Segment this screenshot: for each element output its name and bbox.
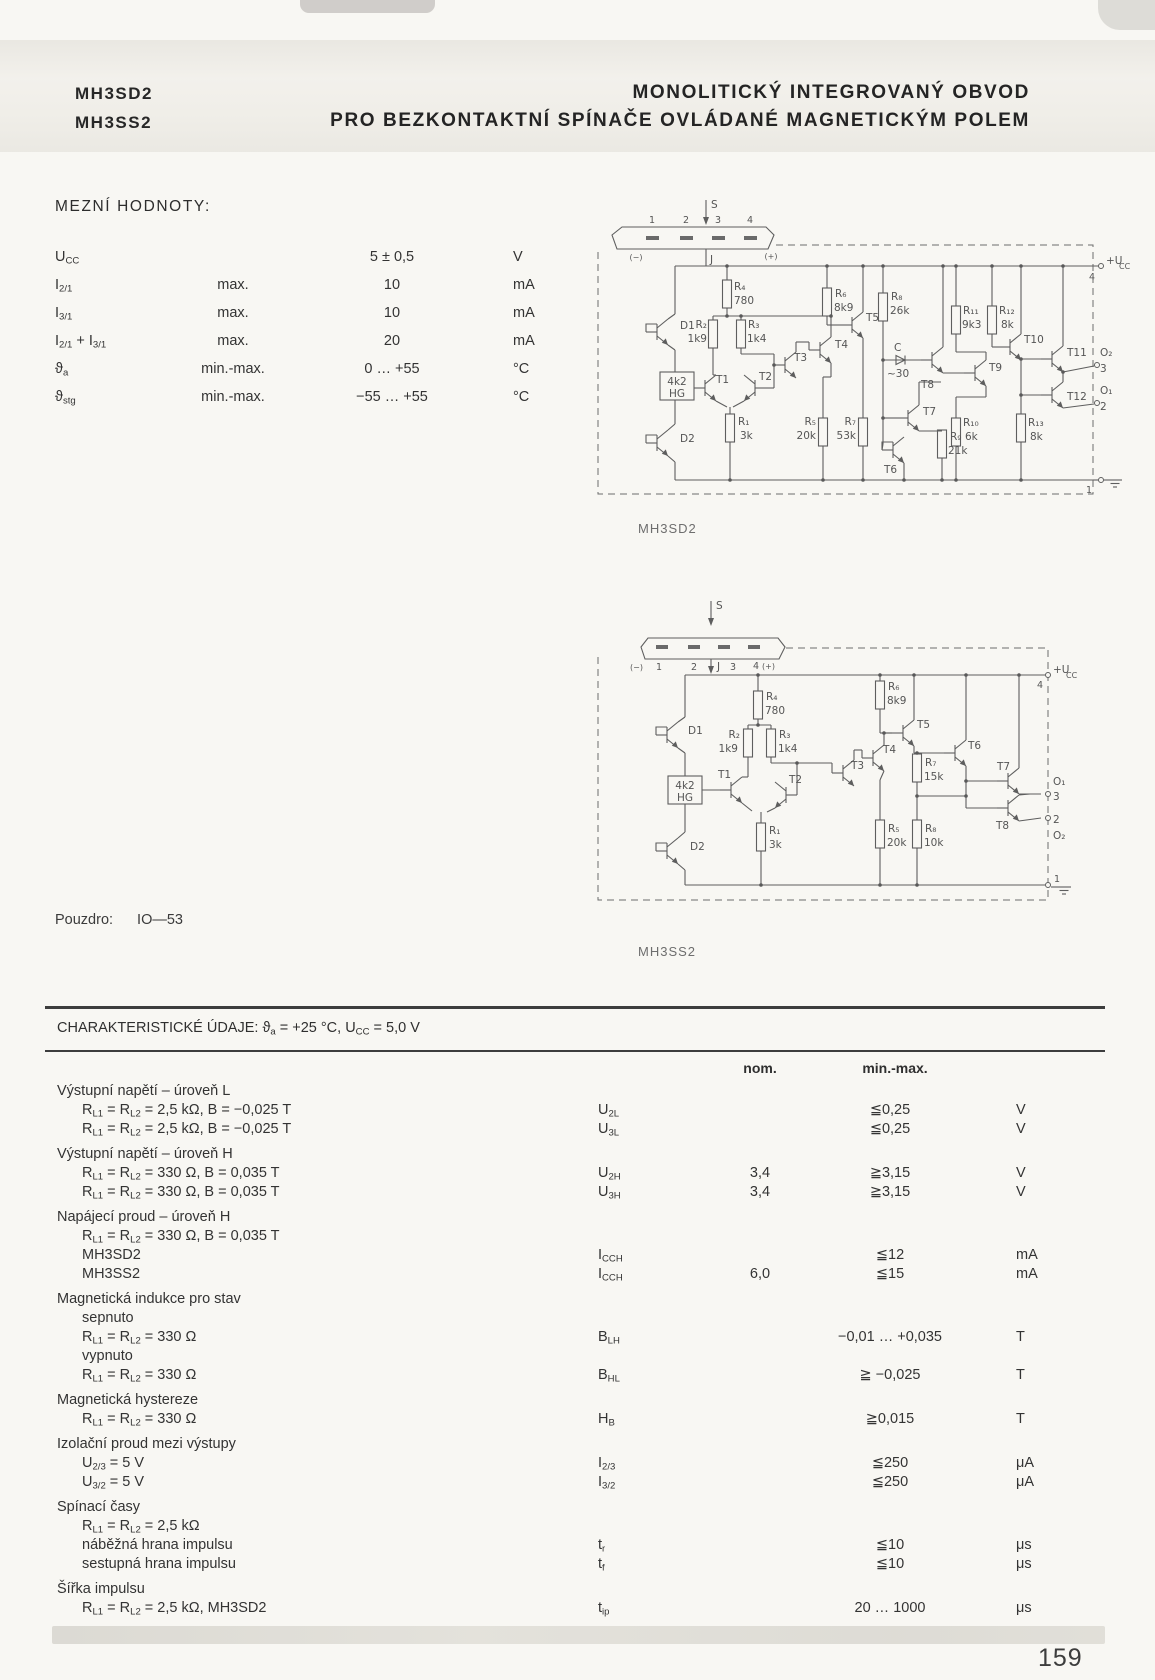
char-table-section [45, 1290, 1107, 1385]
row-condition: MH3SD2 [82, 1247, 141, 1263]
sch2-t3-label: T3 [851, 760, 865, 772]
table-row [45, 1183, 1107, 1202]
sch1-o2-label: O₂ [1100, 347, 1113, 359]
column-header-minmax: min.-max. [862, 1060, 928, 1076]
limit-value: 0 … +55 [364, 361, 420, 377]
row-symbol: $t_f$ [598, 1556, 605, 1574]
sch2-j-label: J [717, 661, 721, 673]
sch1-t9-label: T9 [989, 362, 1003, 374]
limit-row [55, 327, 620, 355]
title-line-1: MONOLITICKÝ INTEGROVANÝ OBVOD [632, 82, 1030, 103]
sch2-r8-label: R₈ [925, 823, 937, 835]
sch2-r3-value: 1k4 [778, 743, 798, 755]
sch1-o1-pin: 2 [1100, 401, 1107, 413]
part-number-1: MH3SD2 [75, 84, 153, 103]
sch2-t5-label: T5 [917, 719, 931, 731]
row-symbol: $I_{3/2}$ [598, 1474, 616, 1492]
limit-parameter: $U_{CC}$ [55, 249, 80, 267]
sch1-r10-label: R₁₀ [963, 417, 979, 429]
page-number: 159 [1038, 1644, 1083, 1672]
row-unit: mA [1016, 1247, 1038, 1263]
table-row [45, 1246, 1107, 1265]
row-symbol: $t_{ip}$ [598, 1600, 610, 1618]
row-minmax-value: ≦250 [871, 1455, 909, 1471]
sch2-r6-value: 8k9 [887, 695, 907, 707]
sch2-o2-pin: 2 [1053, 814, 1060, 826]
sch1-r11-label: R₁₁ [963, 305, 979, 317]
row-minmax-value: ≦0,25 [869, 1121, 911, 1137]
limit-value: 20 [383, 333, 401, 349]
section-rows [45, 1101, 1107, 1139]
table-row [45, 1517, 1107, 1536]
sch1-r9-value: 21k [948, 445, 968, 457]
sch1-c-label: C [894, 342, 902, 354]
row-minmax-value: ≧3,15 [869, 1184, 911, 1200]
limit-row [55, 243, 620, 271]
row-minmax-value: −0,01 … +0,035 [838, 1329, 942, 1345]
row-unit: μA [1016, 1474, 1035, 1490]
section-heading: Výstupní napětí – úroveň L [57, 1083, 231, 1099]
sch1-t11-label: T11 [1067, 347, 1087, 359]
row-unit: μA [1016, 1455, 1035, 1471]
package-line [55, 912, 183, 928]
sch1-r3-value: 1k4 [747, 333, 767, 345]
row-symbol: $U_{3L}$ [598, 1121, 620, 1139]
char-table-section [45, 1208, 1107, 1284]
section-heading: Spínací časy [57, 1499, 141, 1515]
sch1-t2-label: T2 [759, 371, 773, 383]
sch2-gnd-pin: 1 [1054, 874, 1061, 885]
char-table-section [45, 1082, 1107, 1139]
row-symbol: $U_{2L}$ [598, 1102, 620, 1120]
sch1-vcc-label: +U [1106, 255, 1123, 267]
row-condition: $R_{L1} = R_{L2} = 2,5$ kΩ, MH3SD2 [82, 1600, 267, 1618]
section-rows [45, 1454, 1107, 1492]
limit-unit: °C [513, 361, 530, 377]
section-heading: Šířka impulsu [57, 1581, 145, 1597]
sch1-j-label: J [710, 254, 714, 266]
section-rows [45, 1164, 1107, 1202]
limit-value: 5 ± 0,5 [369, 249, 415, 265]
sch1-plus-label: (+) [764, 252, 778, 261]
sch2-r1-value: 3k [769, 839, 782, 851]
sch1-r9-label: R₉ [950, 431, 962, 443]
row-condition: $R_{L1} = R_{L2} = 2,5$ kΩ, B = −0,025 T [82, 1121, 292, 1139]
sch2-r7-value: 15k [924, 771, 944, 783]
sch2-r5-label: R₅ [888, 823, 900, 835]
sch1-r12-label: R₁₂ [999, 305, 1015, 317]
sch1-t7-label: T7 [923, 406, 937, 418]
section-heading: Magnetická hystereze [57, 1392, 199, 1408]
limit-parameter: $I_{2/1}$ [55, 277, 73, 295]
row-symbol: $I_{CCH}$ [598, 1266, 623, 1284]
row-symbol: $I_{CCH}$ [598, 1247, 623, 1265]
sch2-t2-label: T2 [789, 774, 803, 786]
sch2-t1-label: T1 [718, 769, 732, 781]
sch1-t5-label: T5 [866, 312, 880, 324]
row-minmax-value: ≦12 [875, 1247, 905, 1263]
limit-row [55, 271, 620, 299]
sch1-pin4-label: 4 [746, 215, 754, 226]
sch1-r6-label: R₆ [835, 288, 847, 300]
limit-parameter: $I_{2/1} + I_{3/1}$ [55, 333, 107, 351]
sch2-hall-value: 4k2 [675, 780, 695, 792]
limits-table [55, 198, 620, 411]
sch1-hall-value: 4k2 [667, 376, 687, 388]
scan-band-bottom [52, 1626, 1105, 1644]
sch1-r11-value: 9k3 [962, 319, 982, 331]
limit-row [55, 355, 620, 383]
sch1-r8-value: 26k [890, 305, 910, 317]
row-condition: $R_{L1} = R_{L2} = 2,5$ kΩ, B = −0,025 T [82, 1102, 292, 1120]
char-table-section [45, 1391, 1107, 1429]
sch1-pin3-label: 3 [714, 215, 722, 226]
limit-unit: °C [513, 389, 530, 405]
row-symbol: $U_{3H}$ [598, 1184, 621, 1202]
sch1-r1-label: R₁ [738, 416, 750, 428]
sch2-pin2-label: 2 [691, 662, 698, 673]
sch1-r5-value: 20k [796, 430, 816, 442]
table-row [45, 1328, 1107, 1347]
limit-parameter: $ϑ_a$ [55, 361, 69, 379]
sch1-t4-label: T4 [835, 339, 849, 351]
sch2-plus-label: (+) [762, 662, 775, 671]
sch1-r13-label: R₁₃ [1028, 417, 1044, 429]
section-rows [45, 1309, 1107, 1385]
sch1-r12-value: 8k [1001, 319, 1014, 331]
row-condition: $U_{3/2} = 5$ V [82, 1474, 145, 1492]
limit-condition: max. [217, 305, 249, 321]
limit-condition: max. [217, 333, 249, 349]
sch1-t10-label: T10 [1024, 334, 1044, 346]
row-unit: T [1016, 1367, 1025, 1383]
sch1-t3-label: T3 [794, 352, 808, 364]
sch1-r8-label: R₈ [891, 291, 903, 303]
row-condition: $R_{L1} = R_{L2} = 2,5$ kΩ [82, 1518, 200, 1536]
table-row [45, 1599, 1107, 1618]
row-condition: sestupná hrana impulsu [82, 1556, 236, 1572]
row-condition: $R_{L1} = R_{L2} = 330$ Ω [82, 1411, 197, 1429]
row-condition: náběžná hrana impulsu [82, 1537, 233, 1553]
row-minmax-value: ≦0,25 [869, 1102, 911, 1118]
limit-unit: mA [513, 305, 535, 321]
row-condition: $U_{2/3} = 5$ V [82, 1455, 145, 1473]
table-row [45, 1347, 1107, 1366]
row-unit: mA [1016, 1266, 1038, 1282]
sch1-t1-label: T1 [716, 374, 730, 386]
char-table [45, 1082, 1107, 1624]
sch2-vcc-pin-number: 4 [1037, 680, 1044, 691]
table-rule-top [45, 1006, 1105, 1009]
row-condition: $R_{L1} = R_{L2} = 330$ Ω [82, 1367, 197, 1385]
sch2-pin4-label: 4 [753, 661, 760, 672]
sch1-d2-label: D2 [680, 433, 695, 445]
row-unit: μs [1016, 1600, 1032, 1616]
sch2-r4-value: 780 [765, 705, 786, 717]
sch1-c-value: ~30 [887, 368, 910, 380]
sch1-r4-label: R₄ [734, 281, 746, 293]
row-unit: V [1016, 1102, 1026, 1118]
sch1-r7-label: R₇ [844, 416, 856, 428]
limit-value: −55 … +55 [356, 389, 428, 405]
sch1-t12-label: T12 [1067, 391, 1087, 403]
scan-smudge-top [300, 0, 435, 13]
sch2-r6-label: R₆ [888, 681, 900, 693]
sch1-gnd-pin: 1 [1086, 485, 1093, 496]
row-unit: V [1016, 1165, 1026, 1181]
table-row [45, 1366, 1107, 1385]
sch1-r3-label: R₃ [748, 319, 760, 331]
sch1-s-label: S [711, 199, 718, 211]
limit-unit: mA [513, 333, 535, 349]
limit-unit: mA [513, 277, 535, 293]
table-row [45, 1410, 1107, 1429]
sch1-r4-value: 780 [734, 295, 755, 307]
sch2-hall-label: HG [676, 792, 694, 804]
sch1-hall-label: HG [668, 388, 686, 400]
row-minmax-value: ≦15 [875, 1266, 905, 1282]
sch1-pin1-label: 1 [648, 215, 656, 226]
sch1-r13-value: 8k [1030, 431, 1043, 443]
row-unit: V [1016, 1121, 1026, 1137]
column-header-nom: nom. [743, 1060, 777, 1076]
sch2-o1-label: O₁ [1053, 776, 1066, 788]
row-nom-value: 3,4 [749, 1165, 771, 1181]
sch2-o2-label: O₂ [1053, 830, 1066, 842]
section-rows [45, 1517, 1107, 1574]
section-heading: Výstupní napětí – úroveň H [57, 1146, 233, 1162]
limit-unit: V [513, 249, 523, 265]
sch1-t6-label: T6 [884, 464, 898, 476]
sch2-r2-label: R₂ [728, 729, 740, 741]
row-unit: V [1016, 1184, 1026, 1200]
limit-condition: min.-max. [201, 389, 265, 405]
limit-row [55, 383, 620, 411]
limit-value: 10 [383, 277, 401, 293]
limit-row [55, 299, 620, 327]
row-symbol: $t_r$ [598, 1537, 606, 1555]
row-minmax-value: ≧ −0,025 [859, 1367, 921, 1383]
sch1-r6-value: 8k9 [834, 302, 854, 314]
table-row [45, 1473, 1107, 1492]
sch1-r2-label: R₂ [695, 319, 707, 331]
sch2-s-label: S [716, 600, 723, 612]
char-table-section [45, 1498, 1107, 1574]
row-condition: MH3SS2 [82, 1266, 141, 1282]
row-minmax-value: ≧0,015 [865, 1411, 915, 1427]
row-unit: T [1016, 1411, 1025, 1427]
row-symbol: $B_{HL}$ [598, 1367, 620, 1385]
sch2-r7-label: R₇ [925, 757, 937, 769]
schematic1-caption: MH3SD2 [638, 521, 697, 536]
schematic2-caption: MH3SS2 [638, 944, 697, 959]
sch2-r4-label: R₄ [766, 691, 778, 703]
part-number-2: MH3SS2 [75, 113, 153, 132]
row-symbol: $U_{2H}$ [598, 1165, 621, 1183]
sch1-d1-label: D1 [680, 320, 695, 332]
sch2-r3-label: R₃ [779, 729, 791, 741]
table-row [45, 1101, 1107, 1120]
char-table-section [45, 1145, 1107, 1202]
row-condition: sepnuto [82, 1310, 134, 1326]
schematic-mh3sd2 [590, 192, 1135, 507]
table-row [45, 1309, 1107, 1328]
section-heading: Magnetická indukce pro stav [57, 1291, 241, 1307]
limits-rows [55, 243, 620, 411]
sch2-r8-value: 10k [924, 837, 944, 849]
section-rows [45, 1227, 1107, 1284]
section-heading: Izolační proud mezi výstupy [57, 1436, 236, 1452]
sch2-t8-label: T8 [996, 820, 1010, 832]
section-rows [45, 1599, 1107, 1618]
sch2-vcc-sub: CC [1066, 671, 1078, 680]
sch2-t4-label: T4 [883, 744, 897, 756]
row-minmax-value: ≦10 [875, 1556, 905, 1572]
row-symbol: $I_{2/3}$ [598, 1455, 616, 1473]
sch2-o1-pin: 3 [1053, 791, 1060, 803]
sch1-pin2-label: 2 [682, 215, 690, 226]
sch2-pin3-label: 3 [730, 662, 737, 673]
char-table-section [45, 1435, 1107, 1492]
scan-smudge-corner [1098, 0, 1155, 30]
table-row [45, 1120, 1107, 1139]
sch2-r5-value: 20k [887, 837, 907, 849]
sch1-o2-pin: 3 [1100, 363, 1107, 375]
sch1-minus-label: (−) [629, 253, 643, 262]
package-value: IO—53 [137, 912, 183, 928]
char-table-title: CHARAKTERISTICKÉ ÚDAJE: $ϑ_a = +25$ °C, $U_{CC} = 5,0$ V [57, 1020, 420, 1038]
row-nom-value: 6,0 [749, 1266, 771, 1282]
sch1-vcc-sub: CC [1119, 262, 1131, 271]
table-row [45, 1227, 1107, 1246]
title-line-2: PRO BEZKONTAKTNÍ SPÍNAČE OVLÁDANÉ MAGNETICKÝM POLEM [330, 110, 1030, 131]
limit-condition: min.-max. [201, 361, 265, 377]
limits-heading: MEZNÍ HODNOTY: [55, 198, 211, 215]
sch1-r10-value: 6k [965, 431, 978, 443]
row-minmax-value: ≧3,15 [869, 1165, 911, 1181]
row-condition: $R_{L1} = R_{L2} = 330$ Ω [82, 1329, 197, 1347]
sch1-vcc-pin-number: 4 [1089, 272, 1096, 283]
limit-value: 10 [383, 305, 401, 321]
sch1-r5-label: R₅ [804, 416, 816, 428]
row-condition: $R_{L1} = R_{L2} = 330$ Ω, B = 0,035 T [82, 1165, 280, 1183]
row-symbol: $B_{LH}$ [598, 1329, 620, 1347]
row-symbol: $H_B$ [598, 1411, 615, 1429]
section-heading: Napájecí proud – úroveň H [57, 1209, 231, 1225]
row-unit: T [1016, 1329, 1025, 1345]
table-rule-under-title [45, 1050, 1105, 1052]
row-condition: vypnuto [82, 1348, 133, 1364]
sch2-t6-label: T6 [968, 740, 982, 752]
sch2-d1-label: D1 [688, 725, 703, 737]
schematic-mh3ss2 [590, 585, 1135, 915]
table-row [45, 1555, 1107, 1574]
table-row [45, 1454, 1107, 1473]
sch2-t7-label: T7 [997, 761, 1011, 773]
row-minmax-value: 20 … 1000 [854, 1600, 926, 1616]
row-unit: μs [1016, 1537, 1032, 1553]
row-nom-value: 3,4 [749, 1184, 771, 1200]
table-row [45, 1536, 1107, 1555]
sch2-r1-label: R₁ [769, 825, 781, 837]
table-row [45, 1265, 1107, 1284]
sch1-r1-value: 3k [740, 430, 753, 442]
limit-parameter: $ϑ_{stg}$ [55, 389, 76, 407]
sch1-o1-label: O₁ [1100, 385, 1113, 397]
sch2-vcc-label: +U [1053, 664, 1070, 676]
sch2-minus-label: (−) [630, 663, 643, 672]
row-condition: $R_{L1} = R_{L2} = 330$ Ω, B = 0,035 T [82, 1184, 280, 1202]
sch1-r7-value: 53k [836, 430, 856, 442]
sch1-t8-label: T8 [921, 379, 935, 391]
sch2-d2-label: D2 [690, 841, 705, 853]
char-table-section [45, 1580, 1107, 1618]
sch2-pin1-label: 1 [656, 662, 663, 673]
limit-parameter: $I_{3/1}$ [55, 305, 73, 323]
table-row [45, 1164, 1107, 1183]
limit-condition: max. [217, 277, 249, 293]
sch1-r2-value: 1k9 [687, 333, 707, 345]
row-unit: μs [1016, 1556, 1032, 1572]
row-condition: $R_{L1} = R_{L2} = 330$ Ω, B = 0,035 T [82, 1228, 280, 1246]
row-minmax-value: ≦10 [875, 1537, 905, 1553]
section-rows [45, 1410, 1107, 1429]
package-label: Pouzdro: [55, 912, 114, 928]
row-minmax-value: ≦250 [871, 1474, 909, 1490]
sch2-r2-value: 1k9 [718, 743, 738, 755]
